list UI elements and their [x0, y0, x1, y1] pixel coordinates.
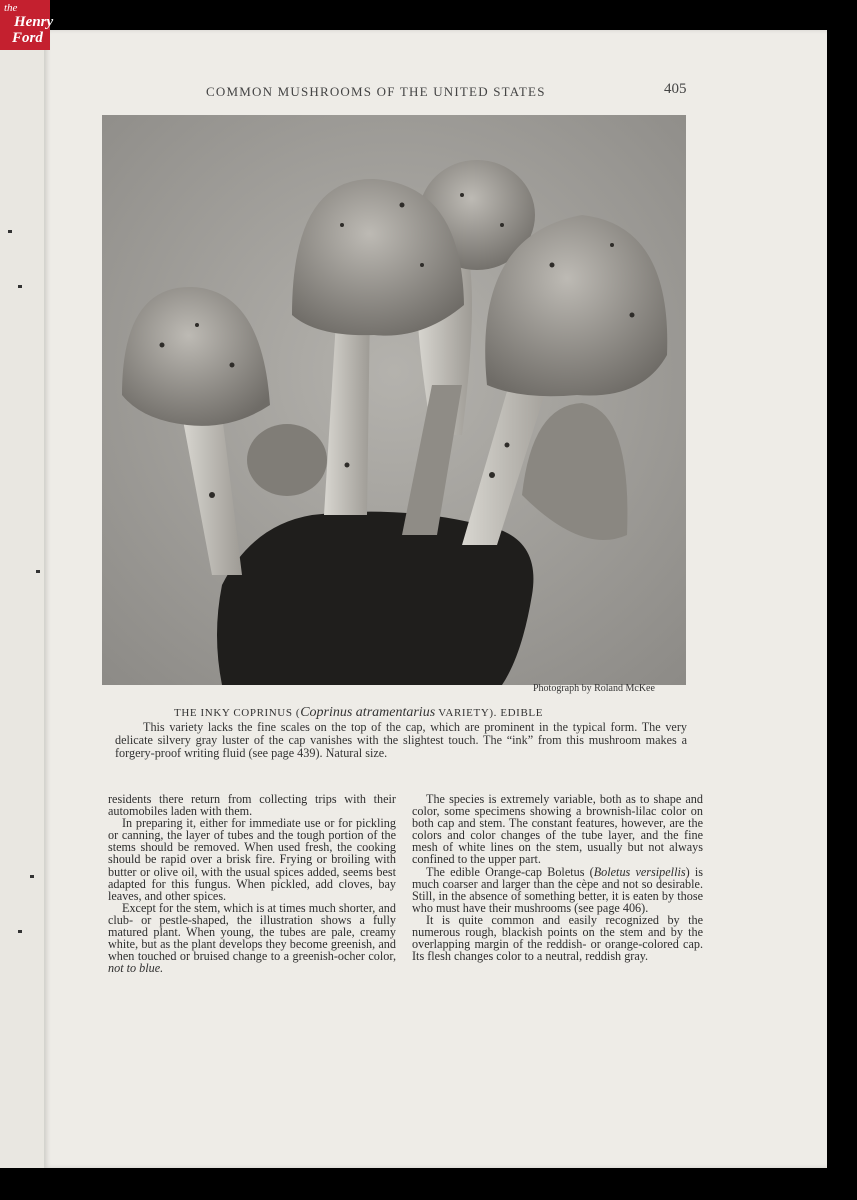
left-paragraph-2: In preparing it, either for immediate use or for pickling or canning, the layer of tubes and the tough portion of the stems should be removed. When used fresh, the cooking should be rapid over a brisk fire. Frying or broiling with butter or olive oil, with the usual spices added, seems best adapted for this fungus. When pickled, add cloves, bay leaves, and other spices.	[108, 816, 396, 903]
left-paragraph-3-text: Except for the stem, which is at times much shorter, and club- or pestle-shaped, the illustration shows a fully matured plant. When young, the tubes are pale, creamy white, but as the plant develops they become greenish, and when touched or bruised change to a greenish-ocher color,	[108, 900, 396, 964]
caption-prefix: THE INKY COPRINUS (	[174, 707, 301, 719]
logo-henry: Henry	[14, 14, 54, 30]
figure-caption-text: This variety lacks the fine scales on the top of the cap, which are prominent in the typical form. The very delicate silvery gray luster of the cap vanishes with the slightest touch. The “ink” from this mushroom makes a forgery-proof writing fluid (see page 439). Natural size.	[115, 720, 687, 761]
logo-the: the	[4, 2, 18, 14]
logo-ford: Ford	[12, 30, 43, 46]
left-paragraph-1: residents there return from collecting trips with their automobiles laden with them.	[108, 792, 396, 819]
left-paragraph-3-emphasis: not to blue.	[108, 961, 164, 976]
caption-suffix: VARIETY). EDIBLE	[435, 707, 544, 719]
right-paragraph-2-emphasis: Boletus versipellis	[593, 864, 686, 879]
photo-credit: Photograph by Roland McKee	[533, 683, 655, 694]
right-paragraph-1: The species is extremely variable, both as to shape and color, some specimens showing a brownish-lilac color on both cap and stem. The constant features, however, are the colors and color changes of the tube layer, and the fine mesh of white lines on the stem, usually but not always confined to the upper part.	[412, 792, 703, 867]
right-text-column	[412, 793, 703, 962]
right-paragraph-2	[412, 866, 703, 914]
caption-species: Coprinus atramentarius	[300, 705, 436, 720]
henry-ford-logo	[0, 0, 54, 50]
facing-page-edge	[0, 30, 45, 1168]
right-paragraph-3: It is quite common and easily recognized by the numerous rough, blackish points on the stem and by the overlapping margin of the reddish- or orange-colored cap. Its flesh changes color to a neutral, reddish gray.	[412, 912, 703, 964]
figure-caption-title	[174, 705, 543, 721]
page-number: 405	[664, 81, 687, 97]
right-paragraph-2-start: The edible Orange-cap Boletus (	[426, 864, 594, 879]
left-text-column	[108, 793, 396, 974]
left-paragraph-3	[108, 902, 396, 975]
right-paragraph-2-end: ) is much coarser and larger than the cèpe and not so desirable. Still, in the absence of something better, it is eaten by those who must have their mushrooms (see page 406).	[412, 864, 703, 915]
running-head: COMMON MUSHROOMS OF THE UNITED STATES	[206, 84, 546, 99]
mushroom-photograph	[102, 115, 686, 685]
